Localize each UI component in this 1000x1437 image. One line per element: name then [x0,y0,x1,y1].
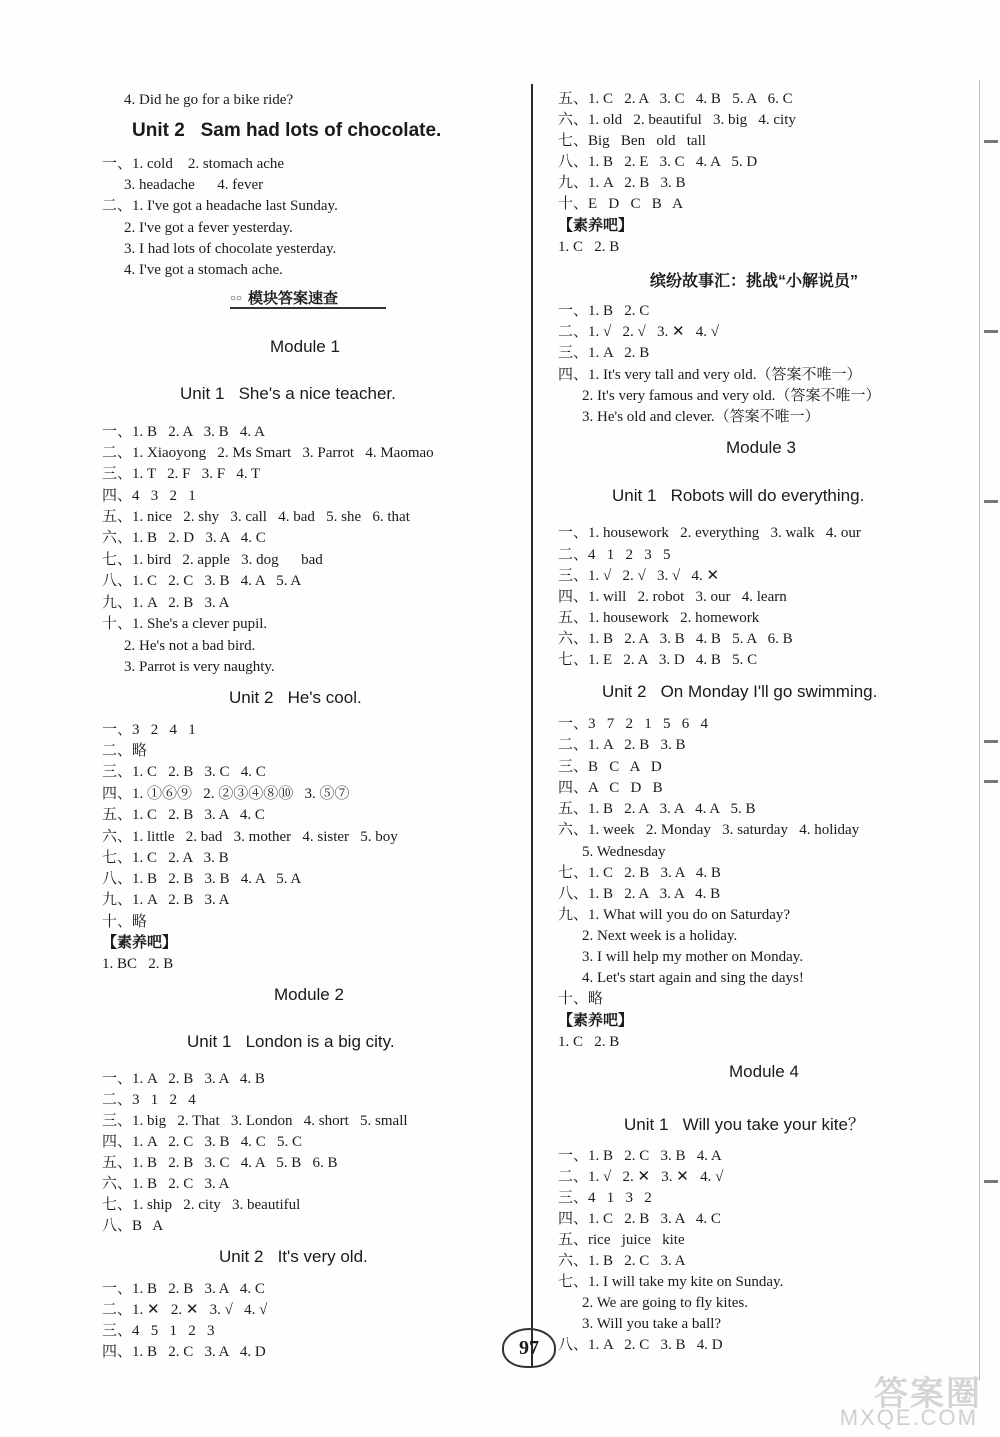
answer-line: 四、1. A 2. C 3. B 4. C 5. C [102,1134,303,1150]
answer-line: 五、1. B 2. B 3. C 4. A 5. B 6. B [102,1155,338,1171]
answer-line: 六、1. little 2. bad 3. mother 4. sister 5. boy [102,829,398,845]
edge-mark [984,1180,998,1183]
answer-line: 五、1. C 2. A 3. C 4. B 5. A 6. C [558,91,793,107]
answer-line: 3. Will you take a ball? [582,1316,722,1332]
module-heading: Module 4 [729,1062,799,1081]
answer-line: 二、1. I've got a headache last Sunday. [102,198,338,214]
answer-line: 九、1. A 2. B 3. A [102,892,230,908]
answer-line: 一、1. housework 2. everything 3. walk 4. our [558,525,861,541]
answer-line: 4. I've got a stomach ache. [124,262,283,278]
answer-line: 四、1. C 2. B 3. A 4. C [558,1211,721,1227]
answer-line: 七、1. bird 2. apple 3. dog bad [102,552,323,568]
answer-line: 一、1. cold 2. stomach ache [102,156,285,172]
answer-line: 八、1. A 2. C 3. B 4. D [558,1337,723,1353]
answer-line: 二、略 [102,743,148,759]
column-divider [531,84,533,1366]
answer-line: 2. I've got a fever yesterday. [124,220,293,236]
edge-mark [984,740,998,743]
answer-line: 二、1. √ 2. ✕ 3. ✕ 4. √ [558,1169,724,1185]
unit-heading: Unit 1 She's a nice teacher. [180,384,396,403]
answer-line: 四、1. ①⑥⑨ 2. ②③④⑧⑩ 3. ⑤⑦ [102,786,350,802]
module-heading: Module 3 [726,438,796,457]
answer-line: 五、1. C 2. B 3. A 4. C [102,807,265,823]
watermark-logo: 答案圈 [874,1375,982,1413]
unit-heading: Unit 2 Sam had lots of chocolate. [132,120,442,141]
answer-line: 五、1. housework 2. homework [558,610,760,626]
answer-line: 1. C 2. B [558,239,620,255]
answer-line: 4. Did he go for a bike ride? [124,92,294,108]
answer-line: 八、B A [102,1218,164,1234]
answer-line: 九、1. What will you do on Saturday? [558,907,791,923]
section-label: 【素养吧】 [558,218,634,234]
answer-line: 5. Wednesday [582,844,666,860]
banner-dots-icon: ○○ [230,293,243,304]
story-heading: 缤纷故事汇：挑战“小解说员” [650,273,859,290]
answer-line: 六、1. B 2. A 3. B 4. B 5. A 6. B [558,631,793,647]
answer-line: 八、1. B 2. B 3. B 4. A 5. A [102,871,302,887]
unit-heading: Unit 2 On Monday I'll go swimming. [602,682,878,701]
answer-line: 一、1. B 2. C [558,303,650,319]
section-label: 【素养吧】 [558,1013,634,1029]
unit-heading: Unit 2 He's cool. [229,688,362,707]
answer-line: 三、4 1 3 2 [558,1190,652,1206]
unit-heading: Unit 1 London is a big city. [187,1032,395,1051]
answer-line: 二、1. ✕ 2. ✕ 3. √ 4. √ [102,1302,268,1318]
answer-line: 九、1. A 2. B 3. B [558,175,686,191]
answer-line: 四、4 3 2 1 [102,488,196,504]
module-heading: Module 2 [274,985,344,1004]
answer-line: 十、1. She's a clever pupil. [102,616,268,632]
answer-line: 七、1. ship 2. city 3. beautiful [102,1197,301,1213]
answer-line: 十、E D C B A [558,196,684,212]
answer-line: 二、3 1 2 4 [102,1092,196,1108]
answer-line: 六、1. week 2. Monday 3. saturday 4. holiday [558,822,860,838]
answer-line: 六、1. B 2. C 3. A [102,1176,230,1192]
answer-line: 三、1. A 2. B [558,345,650,361]
banner-title: 模块答案速查 [248,291,339,307]
answer-line: 七、1. E 2. A 3. D 4. B 5. C [558,652,758,668]
answer-line: 八、1. B 2. A 3. A 4. B [558,886,721,902]
answer-line: 二、1. Xiaoyong 2. Ms Smart 3. Parrot 4. Maomao [102,445,434,461]
edge-mark [984,330,998,333]
answer-line: 五、1. B 2. A 3. A 4. A 5. B [558,801,756,817]
answer-line: 六、1. B 2. D 3. A 4. C [102,530,266,546]
answer-line: 2. It's very famous and very old.（答案不唯一） [582,388,881,404]
answer-line: 五、rice juice kite [558,1232,685,1248]
answer-line: 九、1. A 2. B 3. A [102,595,230,611]
answer-line: 3. I had lots of chocolate yesterday. [124,241,337,257]
answer-line: 三、1. T 2. F 3. F 4. T [102,466,261,482]
answer-line: 六、1. B 2. C 3. A [558,1253,686,1269]
answer-line: 十、略 [558,991,604,1007]
answer-line: 三、1. √ 2. √ 3. √ 4. ✕ [558,568,720,584]
answer-line: 十、略 [102,914,148,930]
answer-line: 一、3 2 4 1 [102,722,196,738]
edge-mark [984,140,998,143]
answer-line: 2. Next week is a holiday. [582,928,738,944]
page-edge [979,80,1000,1380]
answer-line: 七、1. I will take my kite on Sunday. [558,1274,784,1290]
answer-line: 一、1. B 2. C 3. B 4. A [558,1148,722,1164]
answer-line: 一、1. A 2. B 3. A 4. B [102,1071,265,1087]
answer-line: 4. Let's start again and sing the days! [582,970,804,986]
answer-line: 一、1. B 2. B 3. A 4. C [102,1281,265,1297]
answer-line: 六、1. old 2. beautiful 3. big 4. city [558,112,796,128]
answer-line: 二、4 1 2 3 5 [558,547,671,563]
answer-line: 二、1. √ 2. √ 3. ✕ 4. √ [558,324,720,340]
unit-heading: Unit 1 Will you take your kite？ [624,1115,865,1134]
answer-line: 3. Parrot is very naughty. [124,659,275,675]
unit-heading: Unit 1 Robots will do everything. [612,486,865,505]
answer-line: 四、1. will 2. robot 3. our 4. learn [558,589,787,605]
edge-mark [984,500,998,503]
module-heading: Module 1 [270,337,340,356]
answer-line: 三、1. C 2. B 3. C 4. C [102,764,266,780]
answer-line: 三、4 5 1 2 3 [102,1323,215,1339]
answer-line: 三、B C A D [558,759,662,775]
answer-line: 一、1. B 2. A 3. B 4. A [102,424,265,440]
section-label: 【素养吧】 [102,935,178,951]
answer-line: 八、1. B 2. E 3. C 4. A 5. D [558,154,758,170]
answer-line: 三、1. big 2. That 3. London 4. short 5. small [102,1113,408,1129]
page-number: 97 [502,1328,556,1368]
answer-line: 一、3 7 2 1 5 6 4 [558,716,709,732]
answer-line: 1. C 2. B [558,1034,620,1050]
answer-line: 1. BC 2. B [102,956,174,972]
answer-line: 2. He's not a bad bird. [124,638,256,654]
answer-line: 七、1. C 2. A 3. B [102,850,229,866]
answer-line: 四、1. It's very tall and very old.（答案不唯一） [558,367,862,383]
answer-line: 七、Big Ben old tall [558,133,706,149]
unit-heading: Unit 2 It's very old. [219,1247,368,1266]
answer-line: 七、1. C 2. B 3. A 4. B [558,865,721,881]
answer-line: 2. We are going to fly kites. [582,1295,748,1311]
answer-banner [230,287,386,309]
answer-line: 八、1. C 2. C 3. B 4. A 5. A [102,573,302,589]
answer-line: 二、1. A 2. B 3. B [558,737,686,753]
watermark-url: MXQE.COM [839,1405,978,1430]
edge-mark [984,780,998,783]
answer-line: 五、1. nice 2. shy 3. call 4. bad 5. she 6. that [102,509,410,525]
answer-line: 四、A C D B [558,780,663,796]
answer-line: 四、1. B 2. C 3. A 4. D [102,1344,266,1360]
answer-line: 3. I will help my mother on Monday. [582,949,804,965]
answer-line: 3. He's old and clever.（答案不唯一） [582,409,820,425]
answer-line: 3. headache 4. fever [124,177,264,193]
